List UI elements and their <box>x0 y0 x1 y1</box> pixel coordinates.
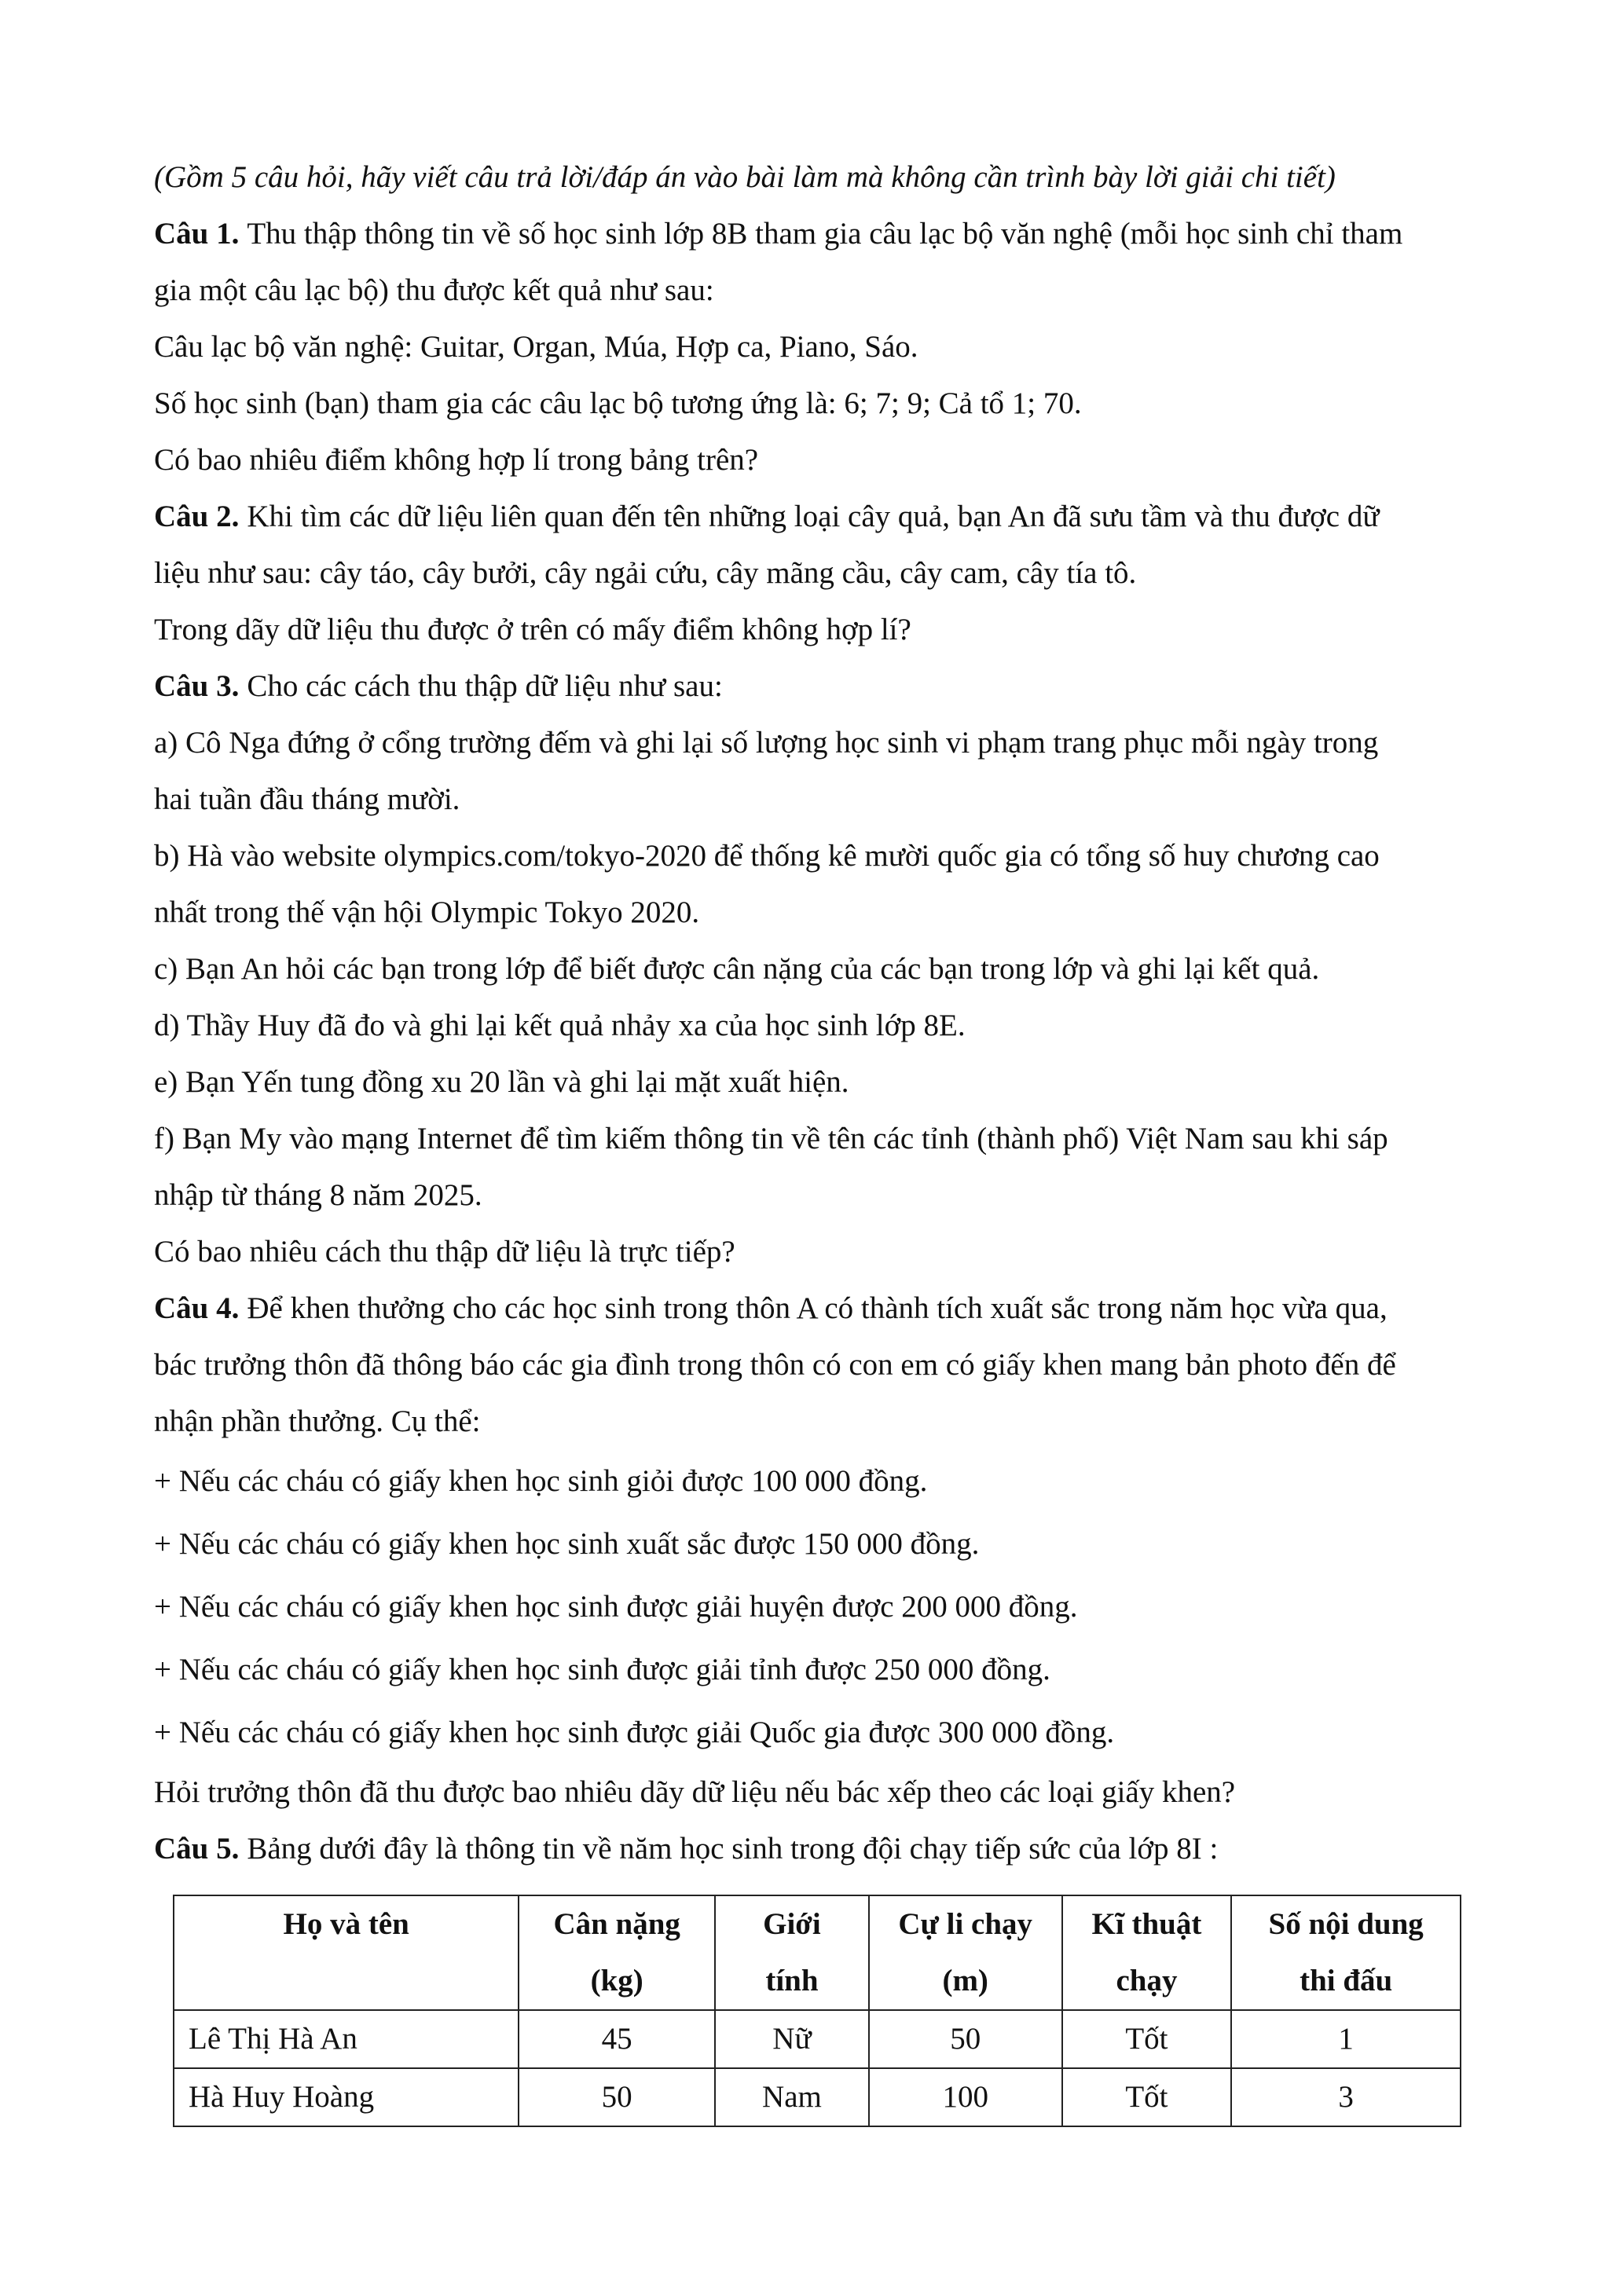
q3-c: c) Bạn An hỏi các bạn trong lớp để biết được cân nặng của các bạn trong lớp và ghi lại kết quả. <box>154 952 1320 986</box>
q1-line1 <box>154 206 1482 262</box>
cell-technique: Tốt <box>1062 2010 1232 2068</box>
q3-line1 <box>154 658 1482 715</box>
relay-team-table <box>173 1895 1461 2127</box>
q4-line2: bác trưởng thôn đã thông báo các gia đình trong thôn có con em có giấy khen mang bản photo đến để <box>154 1348 1396 1382</box>
q4-line3: nhận phần thưởng. Cụ thể: <box>154 1404 481 1438</box>
q3-a2: hai tuần đầu tháng mười. <box>154 782 460 816</box>
q1-text: Thu thập thông tin về số học sinh lớp 8B tham gia câu lạc bộ văn nghệ (mỗi học sinh chỉ tham <box>247 217 1403 251</box>
cell-name: Lê Thị Hà An <box>174 2010 519 2068</box>
q2-question: Trong dãy dữ liệu thu được ở trên có mấy điểm không hợp lí? <box>154 613 911 646</box>
q3-d: d) Thầy Huy đã đo và ghi lại kết quả nhảy xa của học sinh lớp 8E. <box>154 1009 966 1042</box>
cell-weight: 45 <box>519 2010 715 2068</box>
q1-line4: Số học sinh (bạn) tham gia các câu lạc bộ tương ứng là: 6; 7; 9; Cả tổ 1; 70. <box>154 386 1082 420</box>
cell-gender: Nam <box>715 2068 869 2126</box>
cell-gender: Nữ <box>715 2010 869 2068</box>
q4-item: + Nếu các cháu có giấy khen học sinh được giải tỉnh được 250 000 đồng. <box>154 1653 1050 1686</box>
q4-text: Để khen thưởng cho các học sinh trong thôn A có thành tích xuất sắc trong năm học vừa qua, <box>247 1291 1388 1325</box>
q5-text: Bảng dưới đây là thông tin về năm học sinh trong đội chạy tiếp sức của lớp 8I : <box>247 1832 1219 1866</box>
header-distance: Cự li chạy (m) <box>869 1895 1062 2010</box>
cell-events: 1 <box>1231 2010 1461 2068</box>
cell-distance: 50 <box>869 2010 1062 2068</box>
cell-events: 3 <box>1231 2068 1461 2126</box>
q3-b1: b) Hà vào website olympics.com/tokyo-2020 để thống kê mười quốc gia có tổng số huy chương cao <box>154 839 1380 873</box>
table-row <box>174 2068 1461 2126</box>
q2-text: Khi tìm các dữ liệu liên quan đến tên những loại cây quả, bạn An đã sưu tầm và thu được dữ <box>247 500 1380 533</box>
table-header-row <box>174 1895 1461 2010</box>
header-name: Họ và tên <box>174 1895 519 2010</box>
q1-question: Có bao nhiêu điểm không hợp lí trong bảng trên? <box>154 443 759 477</box>
document-page <box>154 149 1482 2114</box>
header-technique: Kĩ thuật chạy <box>1062 1895 1232 2010</box>
header-events: Số nội dung thi đấu <box>1231 1895 1461 2010</box>
cell-distance: 100 <box>869 2068 1062 2126</box>
header-gender: Giới tính <box>715 1895 869 2010</box>
q2-label: Câu 2. <box>154 500 240 533</box>
q3-label: Câu 3. <box>154 669 240 703</box>
q3-question: Có bao nhiêu cách thu thập dữ liệu là trực tiếp? <box>154 1235 735 1269</box>
q4-question: Hỏi trưởng thôn đã thu được bao nhiêu dãy dữ liệu nếu bác xếp theo các loại giấy khen? <box>154 1775 1236 1809</box>
q4-label: Câu 4. <box>154 1291 240 1325</box>
q3-f2: nhập từ tháng 8 năm 2025. <box>154 1178 482 1212</box>
q5-line1 <box>154 1821 1482 1877</box>
q5-label: Câu 5. <box>154 1832 240 1866</box>
q3-b2: nhất trong thế vận hội Olympic Tokyo 2020. <box>154 895 700 929</box>
cell-weight: 50 <box>519 2068 715 2126</box>
q3-a1: a) Cô Nga đứng ở cổng trường đếm và ghi lại số lượng học sinh vi phạm trang phục mỗi ngày trong <box>154 726 1379 760</box>
cell-technique: Tốt <box>1062 2068 1232 2126</box>
q1-line2: gia một câu lạc bộ) thu được kết quả như sau: <box>154 273 714 307</box>
intro-instruction: (Gồm 5 câu hỏi, hãy viết câu trả lời/đáp án vào bài làm mà không cần trình bày lời giải chi tiết) <box>154 160 1336 194</box>
q3-text: Cho các cách thu thập dữ liệu như sau: <box>247 669 723 703</box>
cell-name: Hà Huy Hoàng <box>174 2068 519 2126</box>
q4-item: + Nếu các cháu có giấy khen học sinh giỏi được 100 000 đồng. <box>154 1464 928 1498</box>
q4-item: + Nếu các cháu có giấy khen học sinh được giải Quốc gia được 300 000 đồng. <box>154 1716 1115 1749</box>
q2-line1 <box>154 489 1482 545</box>
q4-line1 <box>154 1280 1482 1337</box>
q2-line2: liệu như sau: cây táo, cây bưởi, cây ngải cứu, cây mãng cầu, cây cam, cây tía tô. <box>154 556 1137 590</box>
q1-label: Câu 1. <box>154 217 240 251</box>
q1-line3: Câu lạc bộ văn nghệ: Guitar, Organ, Múa, Hợp ca, Piano, Sáo. <box>154 330 918 364</box>
q4-item: + Nếu các cháu có giấy khen học sinh xuất sắc được 150 000 đồng. <box>154 1527 980 1561</box>
header-weight: Cân nặng (kg) <box>519 1895 715 2010</box>
q3-e: e) Bạn Yến tung đồng xu 20 lần và ghi lại mặt xuất hiện. <box>154 1065 849 1099</box>
q4-item: + Nếu các cháu có giấy khen học sinh được giải huyện được 200 000 đồng. <box>154 1590 1078 1624</box>
table-row <box>174 2010 1461 2068</box>
q3-f1: f) Bạn My vào mạng Internet để tìm kiếm thông tin về tên các tỉnh (thành phố) Việt Nam sau khi sáp <box>154 1122 1388 1155</box>
